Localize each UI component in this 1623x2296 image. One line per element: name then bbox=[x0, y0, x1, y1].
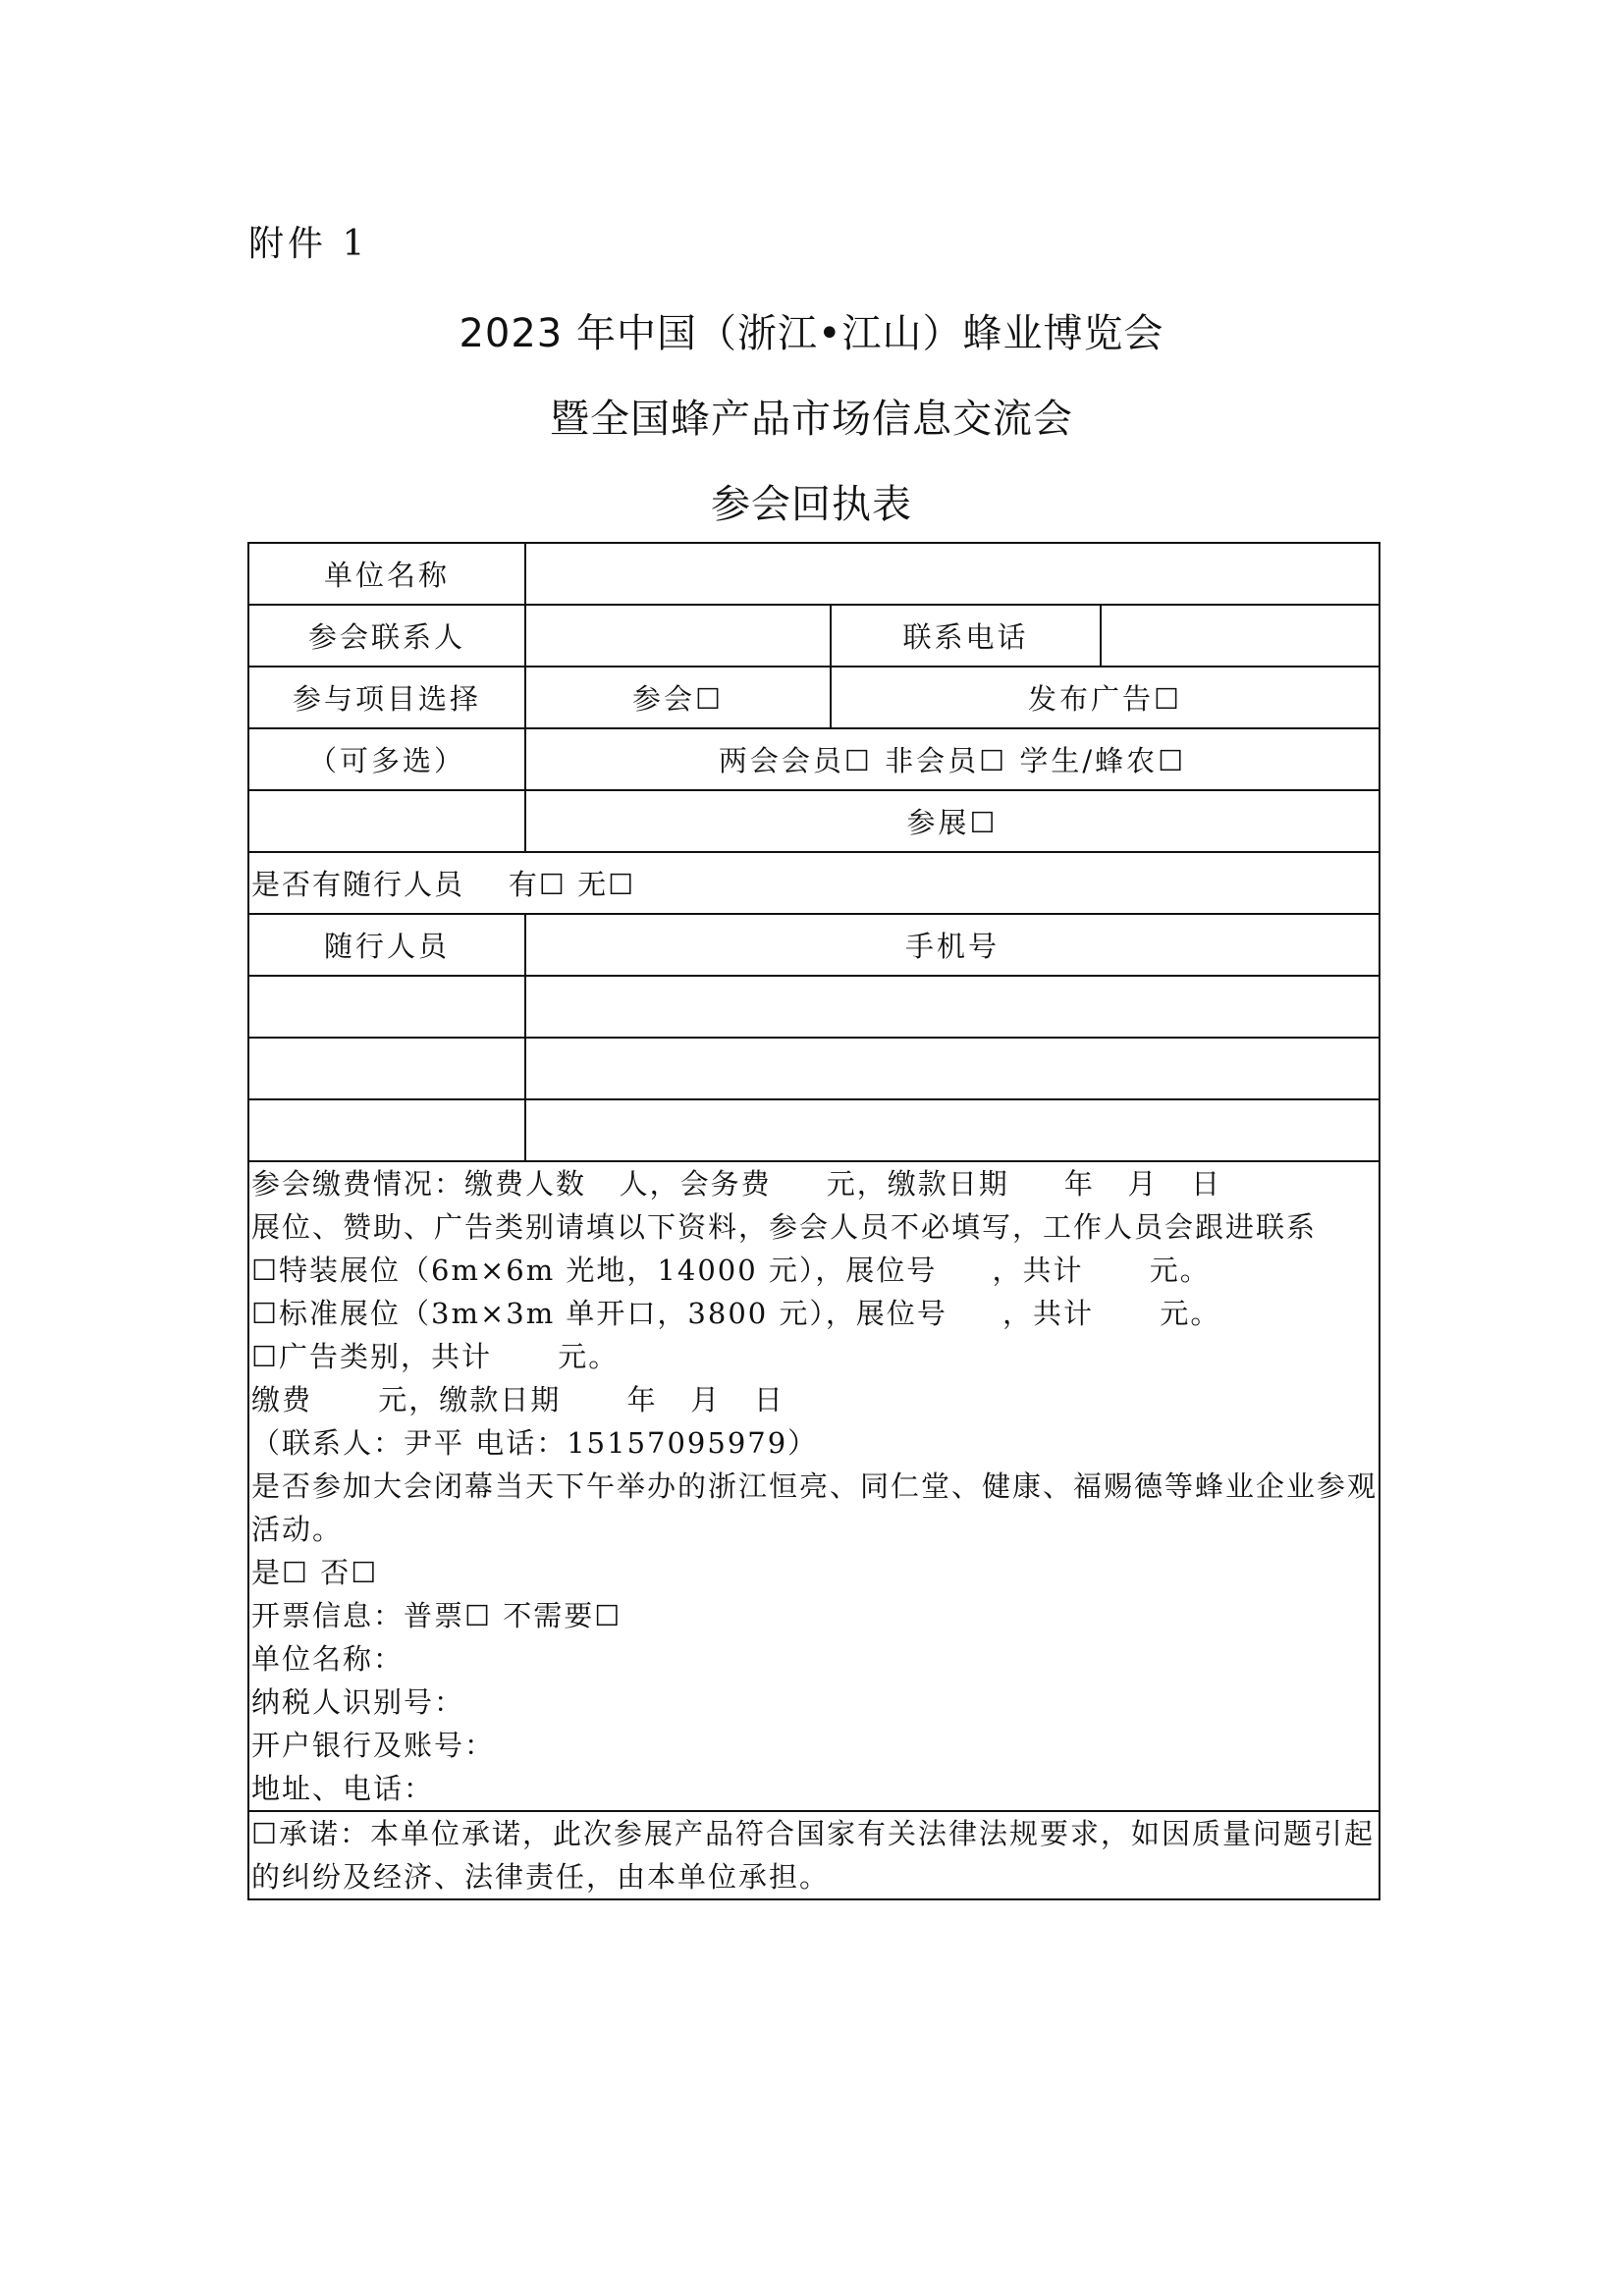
empty-cell bbox=[248, 790, 525, 852]
exhibit-checkbox[interactable]: 参展☐ bbox=[525, 790, 1380, 852]
row-commitment bbox=[248, 1811, 1380, 1899]
companion-mobile-field[interactable] bbox=[525, 976, 1380, 1038]
row-member-type bbox=[248, 728, 1380, 790]
booth-instruction-line: 展位、赞助、广告类别请填以下资料，参会人员不必填写，工作人员会跟进联系 bbox=[251, 1210, 1318, 1244]
phone-label: 联系电话 bbox=[831, 605, 1101, 667]
mobile-label: 手机号 bbox=[525, 914, 1380, 976]
advertise-checkbox[interactable]: 发布广告☐ bbox=[831, 667, 1380, 728]
companion-mobile-field[interactable] bbox=[525, 1099, 1380, 1161]
title-line-2: 暨全国蜂产品市场信息交流会 bbox=[550, 397, 1073, 442]
unit-name-field[interactable] bbox=[525, 543, 1380, 605]
row-companion-question bbox=[248, 852, 1380, 914]
row-project bbox=[248, 667, 1380, 728]
companion-row bbox=[248, 976, 1380, 1038]
payment-line: 参会缴费情况：缴费人数 人，会务费 元，缴款日期 年 月 日 bbox=[251, 1167, 1222, 1201]
project-label: 参与项目选择 bbox=[248, 667, 525, 728]
row-companion-header bbox=[248, 914, 1380, 976]
companion-mobile-field[interactable] bbox=[525, 1038, 1380, 1099]
fee-line: 缴费 元，缴款日期 年 月 日 bbox=[251, 1383, 784, 1416]
row-unit-name bbox=[248, 543, 1380, 605]
title-line-3: 参会回执表 bbox=[711, 482, 912, 527]
row-details bbox=[248, 1161, 1380, 1811]
special-booth-option[interactable]: ☐特装展位（6m×6m 光地，14000 元），展位号 ，共计 元。 bbox=[251, 1254, 1211, 1287]
companion-name-field[interactable] bbox=[248, 976, 525, 1038]
multi-select-label: （可多选） bbox=[248, 728, 525, 790]
invoice-unit-name: 单位名称： bbox=[251, 1642, 405, 1676]
companion-row bbox=[248, 1099, 1380, 1161]
companion-label: 随行人员 bbox=[248, 914, 525, 976]
contact-info-line: （联系人：尹平 电话：15157095979） bbox=[251, 1426, 819, 1460]
ad-type-option[interactable]: ☐广告类别，共计 元。 bbox=[251, 1340, 620, 1373]
unit-name-label: 单位名称 bbox=[248, 543, 525, 605]
payment-details-block bbox=[248, 1161, 1380, 1811]
attend-checkbox[interactable]: 参会☐ bbox=[525, 667, 831, 728]
standard-booth-option[interactable]: ☐标准展位（3m×3m 单开口，3800 元），展位号 ，共计 元。 bbox=[251, 1297, 1221, 1330]
companion-name-field[interactable] bbox=[248, 1099, 525, 1161]
bank-account: 开户银行及账号： bbox=[251, 1729, 496, 1762]
contact-field[interactable] bbox=[525, 605, 831, 667]
taxpayer-id: 纳税人识别号： bbox=[251, 1685, 465, 1719]
row-exhibit bbox=[248, 790, 1380, 852]
row-contact bbox=[248, 605, 1380, 667]
companion-name-field[interactable] bbox=[248, 1038, 525, 1099]
commitment-checkbox[interactable]: ☐承诺：本单位承诺，此次参展产品符合国家有关法律法规要求，如因质量问题引起的纠纷及经济、法律责任，由本单位承担。 bbox=[248, 1811, 1380, 1899]
contact-label: 参会联系人 bbox=[248, 605, 525, 667]
address-phone: 地址、电话： bbox=[251, 1772, 435, 1805]
visit-question-line-2: 活动。 bbox=[251, 1513, 344, 1546]
phone-field[interactable] bbox=[1101, 605, 1380, 667]
attachment-label: 附件 1 bbox=[248, 224, 369, 264]
title-line-1: 2023 年中国（浙江•江山）蜂业博览会 bbox=[459, 311, 1164, 356]
visit-question-line: 是否参加大会闭幕当天下午举办的浙江恒亮、同仁堂、健康、福赐德等蜂业企业参观 bbox=[251, 1469, 1379, 1503]
registration-form bbox=[247, 542, 1380, 1900]
invoice-option[interactable]: 开票信息：普票☐ 不需要☐ bbox=[251, 1599, 622, 1632]
companion-question[interactable]: 是否有随行人员 有☐ 无☐ bbox=[248, 852, 1380, 914]
companion-row bbox=[248, 1038, 1380, 1099]
visit-yes-no-checkboxes[interactable]: 是☐ 否☐ bbox=[251, 1556, 379, 1589]
member-type-checkboxes[interactable]: 两会会员☐ 非会员☐ 学生/蜂农☐ bbox=[525, 728, 1380, 790]
